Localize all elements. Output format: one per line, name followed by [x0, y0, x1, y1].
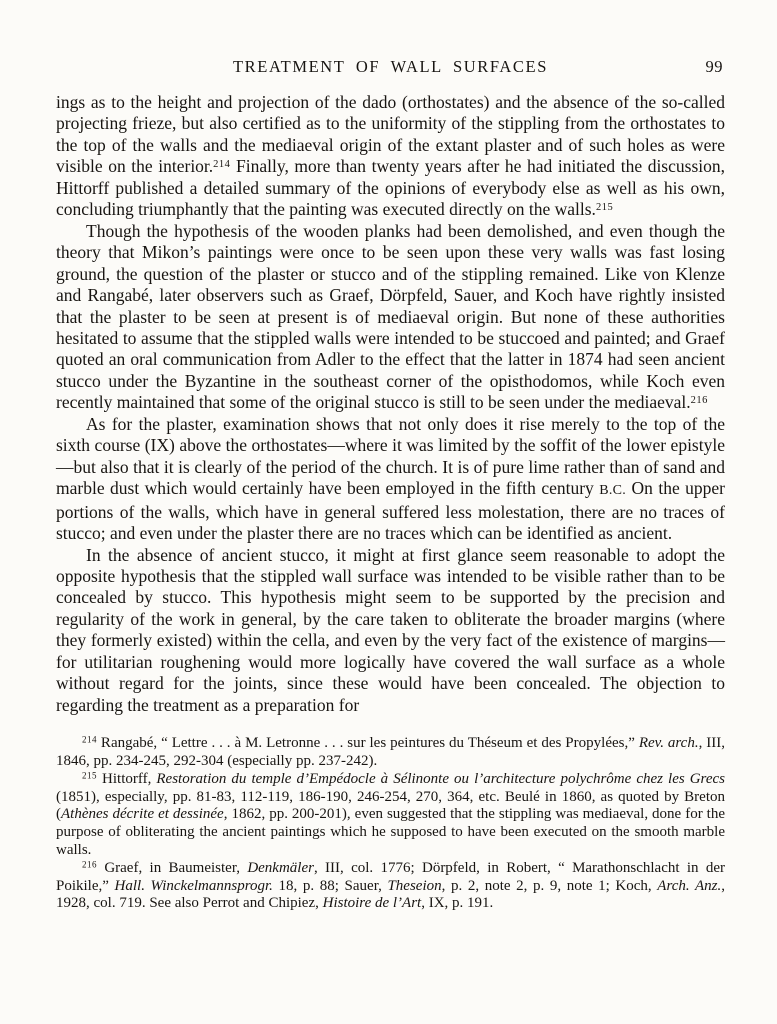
body-paragraph-4: In the absence of ancient stucco, it might at first glance seem reasonable to adopt the opposite hypothesis that the stippled wall surface was intended to be visible rather than to be concealed by stucco. This hypothesis might seem to be supported by the precision and regularity of the work in general, by the care taken to obliterate the broader margins (where they formerly existed) within the cella, and even by the very fact of the existence of margins—for utilitarian roughening would more logically have covered the wall surface as a whole without regard for the joints, since these would have been concealed. The objection to regarding the treatment as a preparation for: [56, 544, 725, 715]
footnote-reference: 216: [690, 395, 708, 407]
footnote-reference: 215: [595, 202, 614, 214]
page-number: 99: [705, 57, 723, 76]
footnote-214: $^{214}$ Rangabé, “ Lettre . . . à M. Letronne . . . sur les peintures du Théseum et des Propylées,” Rev. arch., III, 1846, pp. 234-245, 292-304 (especially pp. 237-242).: [56, 734, 725, 769]
page-title: TREATMENT OF WALL SURFACES: [233, 57, 548, 76]
footnote-reference: 214: [82, 734, 97, 745]
footnote-216: $^{216}$ Graef, in Baumeister, Denkmäler, III, col. 1776; Dörpfeld, in Robert, “ Marathonschlacht in der Poikile,” Hall. Winckelmannsprogr. 18, p. 88; Sauer, Theseion, p. 2, note 2, p. 9, note 1; Koch, Arch. Anz., 1928, col. 719. See also Perrot and Chipiez, Histoire de l’Art, IX, p. 191.: [56, 859, 725, 912]
running-head: [56, 57, 725, 77]
body-text: [56, 92, 725, 716]
footnote-215: $^{215}$ Hittorff, Restoration du temple d’Empédocle à Sélinonte ou l’architecture polychrôme chez les Grecs (1851), especially, pp. 81-83, 112-119, 186-190, 246-254, 270, 364, etc. Beulé in 1860, as quoted by Breton (Athènes décrite et dessinée, 1862, pp. 200-201), even suggested that the stippling was mediaeval, done for the purpose of obliterating the ancient paintings which he supposed to have been executed on the smooth marble walls.: [56, 770, 725, 858]
footnote-reference: 216: [82, 859, 97, 870]
body-paragraph-3: As for the plaster, examination shows that not only does it rise merely to the top of the sixth course (IX) above the orthostates—where it was limited by the soffit of the lower epistyle—but also that it is clearly of the period of the church. It is of pure lime rather than of sand and marble dust which would certainly have been employed in the fifth century B.C. On the upper portions of the walls, which have in general suffered less molestation, there are no traces of stucco; and even under the plaster there are no traces which can be identified as ancient.: [56, 413, 725, 544]
footnotes-section: [56, 735, 725, 913]
body-paragraph-continuation: ings as to the height and projection of the dado (orthostates) and the absence of the so-called projecting frieze, but also certified as to the uniformity of the stippling from the orthostates to the top of the walls and the mediaeval origin of the extant plaster and of such holes as were visible on the interior.$^{214}$ Finally, more than twenty years after he had initiated the discussion, Hittorff published a detailed summary of the opinions of everybody else as well as his own, concluding triumphantly that the painting was executed directly on the walls.$^{215}$: [56, 92, 725, 220]
footnote-reference: 215: [82, 770, 97, 781]
body-paragraph-2: Though the hypothesis of the wooden planks had been demolished, and even though the theory that Mikon’s paintings were once to be seen upon these very walls was fast losing ground, the question of the plaster or stucco and of the stippling remained. Like von Klenze and Rangabé, later observers such as Graef, Dörpfeld, Sauer, and Koch have rightly insisted that the plaster to be seen at present is of mediaeval origin. But none of these authorities hesitated to assume that the stippled walls were intended to be stuccoed and painted; and Graef quoted an oral communication from Adler to the effect that the latter in 1874 had seen ancient stucco under the Byzantine in the southeast corner of the opisthodomos, while Koch even recently maintained that some of the original stucco is still to be seen under the mediaeval.$^{216}$: [56, 220, 725, 413]
footnote-reference: 214: [213, 159, 231, 171]
